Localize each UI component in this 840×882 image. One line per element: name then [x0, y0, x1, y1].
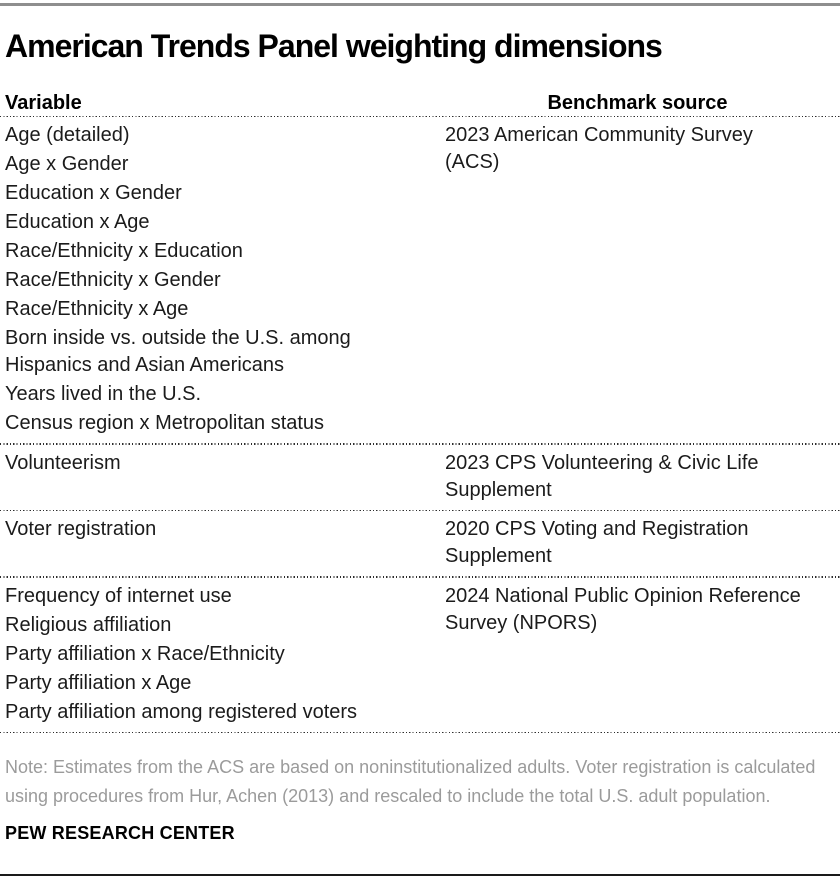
page-title: American Trends Panel weighting dimensions	[5, 27, 662, 64]
variable-cell: Party affiliation x Age	[5, 671, 192, 694]
benchmark-cell: 2020 CPS Voting and Registration Supplement	[445, 518, 749, 568]
variable-cell: Age x Gender	[5, 153, 129, 176]
benchmark-cell: 2023 American Community Survey (ACS)	[445, 124, 753, 174]
variable-column	[5, 122, 445, 437]
variable-column	[5, 516, 445, 570]
variable-cell: Party affiliation x Race/Ethnicity	[5, 642, 285, 665]
benchmark-cell: 2023 CPS Volunteering & Civic Life Supplement	[445, 451, 759, 501]
variable-cell: Years lived in the U.S.	[5, 383, 202, 406]
variable-cell: Race/Ethnicity x Gender	[5, 269, 221, 292]
benchmark-column	[445, 583, 830, 726]
benchmark-cell: 2024 National Public Opinion Reference Survey (NPORS)	[445, 584, 801, 634]
variable-cell: Frequency of internet use	[5, 584, 232, 607]
table-group	[0, 117, 840, 441]
variable-cell: Census region x Metropolitan status	[5, 412, 325, 435]
variable-cell: Age (detailed)	[5, 124, 130, 147]
top-divider	[0, 3, 840, 6]
variable-cell: Voter registration	[5, 518, 157, 541]
variable-cell: Party affiliation among registered voters	[5, 700, 358, 723]
table-group	[0, 445, 840, 508]
variable-cell: Religious affiliation	[5, 613, 172, 636]
variable-cell: Volunteerism	[5, 451, 121, 474]
note-text: Note: Estimates from the ACS are based on noninstitutionalized adults. Voter registration is calculated using procedures from Hur, Achen (2013) and rescaled to include the total U.S. adult population.	[5, 757, 816, 807]
table-group	[0, 578, 840, 730]
column-header-variable: Variable	[5, 91, 82, 114]
footer-brand: PEW RESEARCH CENTER	[5, 823, 235, 844]
variable-cell: Born inside vs. outside the U.S. among Hispanics and Asian Americans	[5, 327, 351, 377]
variable-column	[5, 583, 445, 726]
variable-cell: Education x Gender	[5, 182, 182, 205]
column-header-benchmark: Benchmark source	[547, 91, 728, 114]
benchmark-column	[445, 122, 830, 437]
table-body	[0, 117, 840, 733]
variable-column	[5, 450, 445, 504]
variable-cell: Education x Age	[5, 211, 150, 234]
variable-cell: Race/Ethnicity x Education	[5, 240, 243, 263]
table-header-row	[0, 92, 840, 114]
dotted-divider	[0, 732, 840, 734]
benchmark-column	[445, 450, 830, 504]
table-group	[0, 511, 840, 574]
variable-cell: Race/Ethnicity x Age	[5, 298, 189, 321]
benchmark-column	[445, 516, 830, 570]
bottom-divider	[0, 874, 840, 877]
